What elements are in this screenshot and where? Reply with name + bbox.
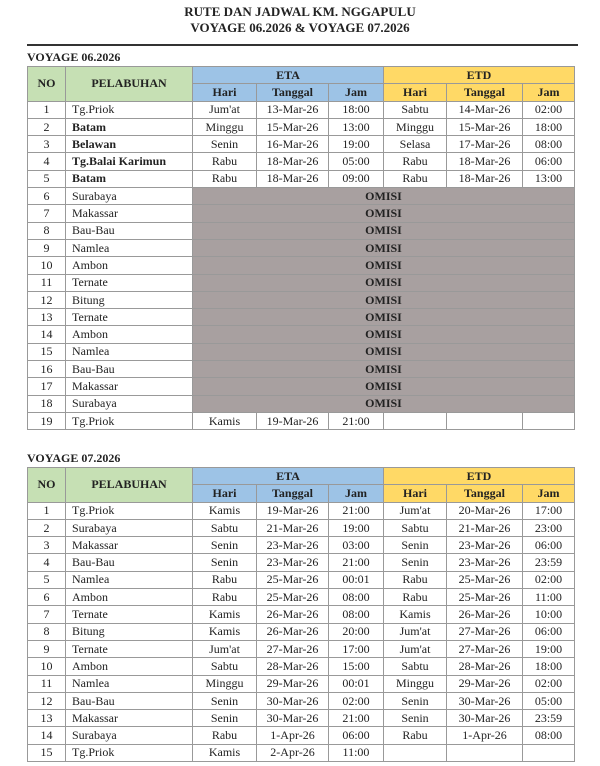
etd-date: 28-Mar-26 xyxy=(447,658,523,675)
col-header-etd-time: Jam xyxy=(523,485,575,502)
eta-day: Rabu xyxy=(193,727,257,744)
row-number: 5 xyxy=(28,170,66,187)
row-number: 13 xyxy=(28,710,66,727)
voyage-label: VOYAGE 07.2026 xyxy=(27,451,121,465)
schedule-table-voyage-06 xyxy=(27,66,575,430)
eta-date: 19-Mar-26 xyxy=(257,502,329,519)
table-row xyxy=(28,623,575,640)
row-number: 1 xyxy=(28,502,66,519)
table-row xyxy=(28,640,575,657)
table-row xyxy=(28,554,575,571)
eta-date: 28-Mar-26 xyxy=(257,658,329,675)
port-name: Namlea xyxy=(66,571,193,588)
table-row xyxy=(28,257,575,274)
col-header-eta-date: Tanggal xyxy=(257,485,329,502)
table-row xyxy=(28,675,575,692)
col-header-port: PELABUHAN xyxy=(66,67,193,102)
etd-day: Minggu xyxy=(384,118,447,135)
omission-cell: OMISI xyxy=(193,326,575,343)
etd-time: 18:00 xyxy=(523,118,575,135)
etd-time: 13:00 xyxy=(523,170,575,187)
eta-day: Senin xyxy=(193,136,257,153)
omission-cell: OMISI xyxy=(193,274,575,291)
eta-time: 06:00 xyxy=(329,727,384,744)
port-name: Ambon xyxy=(66,257,193,274)
etd-time: 08:00 xyxy=(523,727,575,744)
eta-date: 1-Apr-26 xyxy=(257,727,329,744)
port-name: Ambon xyxy=(66,589,193,606)
eta-time: 00:01 xyxy=(329,571,384,588)
omission-cell: OMISI xyxy=(193,361,575,378)
eta-date: 13-Mar-26 xyxy=(257,101,329,118)
etd-date: 17-Mar-26 xyxy=(447,136,523,153)
etd-date: 18-Mar-26 xyxy=(447,153,523,170)
eta-date: 2-Apr-26 xyxy=(257,744,329,761)
table-row xyxy=(28,274,575,291)
etd-day: Senin xyxy=(384,692,447,709)
eta-day: Sabtu xyxy=(193,519,257,536)
eta-time: 21:00 xyxy=(329,710,384,727)
table-row xyxy=(28,378,575,395)
eta-time: 15:00 xyxy=(329,658,384,675)
port-name: Tg.Priok xyxy=(66,412,193,429)
table-row xyxy=(28,118,575,135)
row-number: 6 xyxy=(28,589,66,606)
eta-date: 16-Mar-26 xyxy=(257,136,329,153)
col-header-etd: ETD xyxy=(384,468,575,485)
etd-day xyxy=(384,744,447,761)
title-divider xyxy=(27,44,578,46)
etd-day: Senin xyxy=(384,537,447,554)
table-row xyxy=(28,153,575,170)
eta-time: 17:00 xyxy=(329,640,384,657)
port-name: Ambon xyxy=(66,658,193,675)
etd-time: 06:00 xyxy=(523,153,575,170)
table-row xyxy=(28,326,575,343)
etd-time: 23:59 xyxy=(523,710,575,727)
row-number: 18 xyxy=(28,395,66,412)
table-row xyxy=(28,519,575,536)
row-number: 10 xyxy=(28,257,66,274)
etd-day: Senin xyxy=(384,554,447,571)
port-name: Namlea xyxy=(66,239,193,256)
etd-time: 06:00 xyxy=(523,537,575,554)
table-row xyxy=(28,606,575,623)
port-name: Ternate xyxy=(66,309,193,326)
etd-date: 26-Mar-26 xyxy=(447,606,523,623)
port-name: Makassar xyxy=(66,205,193,222)
col-header-etd-date: Tanggal xyxy=(447,84,523,101)
omission-cell: OMISI xyxy=(193,395,575,412)
row-number: 3 xyxy=(28,136,66,153)
omission-cell: OMISI xyxy=(193,205,575,222)
eta-day: Senin xyxy=(193,710,257,727)
etd-date: 23-Mar-26 xyxy=(447,537,523,554)
omission-cell: OMISI xyxy=(193,257,575,274)
eta-day: Senin xyxy=(193,692,257,709)
port-name: Bitung xyxy=(66,291,193,308)
eta-day: Minggu xyxy=(193,675,257,692)
eta-time: 05:00 xyxy=(329,153,384,170)
row-number: 16 xyxy=(28,361,66,378)
table-row xyxy=(28,291,575,308)
etd-day: Jum'at xyxy=(384,640,447,657)
etd-day: Senin xyxy=(384,710,447,727)
etd-date: 25-Mar-26 xyxy=(447,571,523,588)
eta-day: Sabtu xyxy=(193,658,257,675)
port-name: Tg.Balai Karimun xyxy=(66,153,193,170)
port-name: Surabaya xyxy=(66,727,193,744)
port-name: Belawan xyxy=(66,136,193,153)
table-row xyxy=(28,571,575,588)
port-name: Tg.Priok xyxy=(66,101,193,118)
port-name: Makassar xyxy=(66,710,193,727)
row-number: 14 xyxy=(28,326,66,343)
row-number: 12 xyxy=(28,291,66,308)
table-row xyxy=(28,412,575,429)
eta-time: 21:00 xyxy=(329,554,384,571)
eta-date: 30-Mar-26 xyxy=(257,692,329,709)
row-number: 2 xyxy=(28,118,66,135)
row-number: 15 xyxy=(28,343,66,360)
etd-time xyxy=(523,744,575,761)
table-row xyxy=(28,589,575,606)
etd-time: 10:00 xyxy=(523,606,575,623)
eta-day: Senin xyxy=(193,554,257,571)
port-name: Makassar xyxy=(66,378,193,395)
etd-date: 29-Mar-26 xyxy=(447,675,523,692)
table-row xyxy=(28,537,575,554)
eta-day: Senin xyxy=(193,537,257,554)
eta-day: Kamis xyxy=(193,744,257,761)
etd-date: 23-Mar-26 xyxy=(447,554,523,571)
col-header-eta-day: Hari xyxy=(193,485,257,502)
row-number: 1 xyxy=(28,101,66,118)
etd-date: 21-Mar-26 xyxy=(447,519,523,536)
table-row xyxy=(28,744,575,761)
eta-time: 20:00 xyxy=(329,623,384,640)
col-header-no: NO xyxy=(28,67,66,102)
eta-date: 15-Mar-26 xyxy=(257,118,329,135)
etd-date: 14-Mar-26 xyxy=(447,101,523,118)
eta-day: Rabu xyxy=(193,170,257,187)
eta-date: 26-Mar-26 xyxy=(257,623,329,640)
etd-day xyxy=(384,412,447,429)
eta-date: 27-Mar-26 xyxy=(257,640,329,657)
eta-day: Rabu xyxy=(193,153,257,170)
omission-cell: OMISI xyxy=(193,309,575,326)
etd-day: Kamis xyxy=(384,606,447,623)
etd-time: 18:00 xyxy=(523,658,575,675)
etd-date: 27-Mar-26 xyxy=(447,640,523,657)
row-number: 9 xyxy=(28,640,66,657)
eta-day: Minggu xyxy=(193,118,257,135)
etd-time: 02:00 xyxy=(523,571,575,588)
port-name: Bau-Bau xyxy=(66,554,193,571)
header-row xyxy=(28,67,575,84)
eta-time: 09:00 xyxy=(329,170,384,187)
table-row xyxy=(28,727,575,744)
col-header-port: PELABUHAN xyxy=(66,468,193,503)
eta-time: 11:00 xyxy=(329,744,384,761)
etd-date: 1-Apr-26 xyxy=(447,727,523,744)
table-row xyxy=(28,205,575,222)
eta-day: Jum'at xyxy=(193,101,257,118)
omission-cell: OMISI xyxy=(193,222,575,239)
eta-time: 08:00 xyxy=(329,589,384,606)
table-row xyxy=(28,361,575,378)
eta-day: Rabu xyxy=(193,571,257,588)
eta-date: 30-Mar-26 xyxy=(257,710,329,727)
port-name: Makassar xyxy=(66,537,193,554)
row-number: 17 xyxy=(28,378,66,395)
port-name: Surabaya xyxy=(66,395,193,412)
etd-day: Rabu xyxy=(384,727,447,744)
row-number: 7 xyxy=(28,205,66,222)
col-header-etd-day: Hari xyxy=(384,485,447,502)
etd-date: 30-Mar-26 xyxy=(447,710,523,727)
row-number: 19 xyxy=(28,412,66,429)
port-name: Bitung xyxy=(66,623,193,640)
etd-day: Rabu xyxy=(384,589,447,606)
eta-date: 18-Mar-26 xyxy=(257,153,329,170)
eta-date: 29-Mar-26 xyxy=(257,675,329,692)
row-number: 10 xyxy=(28,658,66,675)
eta-date: 25-Mar-26 xyxy=(257,571,329,588)
row-number: 3 xyxy=(28,537,66,554)
row-number: 4 xyxy=(28,554,66,571)
col-header-etd-day: Hari xyxy=(384,84,447,101)
etd-date: 27-Mar-26 xyxy=(447,623,523,640)
port-name: Ternate xyxy=(66,606,193,623)
table-row xyxy=(28,692,575,709)
eta-time: 21:00 xyxy=(329,412,384,429)
eta-date: 21-Mar-26 xyxy=(257,519,329,536)
row-number: 14 xyxy=(28,727,66,744)
port-name: Ternate xyxy=(66,274,193,291)
port-name: Ambon xyxy=(66,326,193,343)
eta-time: 13:00 xyxy=(329,118,384,135)
etd-time: 19:00 xyxy=(523,640,575,657)
port-name: Batam xyxy=(66,118,193,135)
col-header-no: NO xyxy=(28,468,66,503)
etd-time: 23:59 xyxy=(523,554,575,571)
eta-time: 18:00 xyxy=(329,101,384,118)
eta-day: Kamis xyxy=(193,606,257,623)
table-row xyxy=(28,239,575,256)
etd-day: Sabtu xyxy=(384,519,447,536)
port-name: Bau-Bau xyxy=(66,222,193,239)
col-header-eta-time: Jam xyxy=(329,485,384,502)
row-number: 11 xyxy=(28,675,66,692)
etd-date xyxy=(447,412,523,429)
etd-day: Rabu xyxy=(384,153,447,170)
col-header-eta: ETA xyxy=(193,468,384,485)
row-number: 8 xyxy=(28,222,66,239)
row-number: 9 xyxy=(28,239,66,256)
row-number: 13 xyxy=(28,309,66,326)
etd-time: 02:00 xyxy=(523,101,575,118)
etd-time: 23:00 xyxy=(523,519,575,536)
omission-cell: OMISI xyxy=(193,239,575,256)
port-name: Surabaya xyxy=(66,519,193,536)
omission-cell: OMISI xyxy=(193,343,575,360)
etd-day: Sabtu xyxy=(384,658,447,675)
table-row xyxy=(28,710,575,727)
port-name: Tg.Priok xyxy=(66,744,193,761)
col-header-eta: ETA xyxy=(193,67,384,84)
table-row xyxy=(28,170,575,187)
document-subtitle: VOYAGE 06.2026 & VOYAGE 07.2026 xyxy=(190,20,410,35)
etd-time: 11:00 xyxy=(523,589,575,606)
etd-day: Minggu xyxy=(384,675,447,692)
col-header-eta-time: Jam xyxy=(329,84,384,101)
eta-time: 19:00 xyxy=(329,519,384,536)
eta-day: Rabu xyxy=(193,589,257,606)
row-number: 8 xyxy=(28,623,66,640)
eta-day: Jum'at xyxy=(193,640,257,657)
port-name: Namlea xyxy=(66,343,193,360)
row-number: 7 xyxy=(28,606,66,623)
etd-day: Sabtu xyxy=(384,101,447,118)
eta-time: 19:00 xyxy=(329,136,384,153)
etd-date xyxy=(447,744,523,761)
row-number: 4 xyxy=(28,153,66,170)
table-row xyxy=(28,343,575,360)
eta-time: 00:01 xyxy=(329,675,384,692)
etd-day: Jum'at xyxy=(384,502,447,519)
omission-cell: OMISI xyxy=(193,188,575,205)
table-row xyxy=(28,136,575,153)
header-row xyxy=(28,468,575,485)
eta-day: Kamis xyxy=(193,502,257,519)
eta-date: 25-Mar-26 xyxy=(257,589,329,606)
etd-day: Rabu xyxy=(384,170,447,187)
eta-date: 19-Mar-26 xyxy=(257,412,329,429)
table-row xyxy=(28,502,575,519)
etd-date: 25-Mar-26 xyxy=(447,589,523,606)
port-name: Tg.Priok xyxy=(66,502,193,519)
eta-time: 21:00 xyxy=(329,502,384,519)
row-number: 12 xyxy=(28,692,66,709)
voyage-label: VOYAGE 06.2026 xyxy=(27,50,121,64)
etd-day: Selasa xyxy=(384,136,447,153)
etd-time: 02:00 xyxy=(523,675,575,692)
eta-time: 02:00 xyxy=(329,692,384,709)
eta-date: 26-Mar-26 xyxy=(257,606,329,623)
table-row xyxy=(28,309,575,326)
eta-day: Kamis xyxy=(193,412,257,429)
eta-time: 08:00 xyxy=(329,606,384,623)
row-number: 5 xyxy=(28,571,66,588)
port-name: Namlea xyxy=(66,675,193,692)
port-name: Bau-Bau xyxy=(66,692,193,709)
row-number: 11 xyxy=(28,274,66,291)
table-row xyxy=(28,222,575,239)
etd-day: Jum'at xyxy=(384,623,447,640)
etd-date: 18-Mar-26 xyxy=(447,170,523,187)
row-number: 2 xyxy=(28,519,66,536)
table-row xyxy=(28,395,575,412)
etd-time: 17:00 xyxy=(523,502,575,519)
etd-date: 20-Mar-26 xyxy=(447,502,523,519)
table-row xyxy=(28,101,575,118)
etd-time xyxy=(523,412,575,429)
eta-date: 18-Mar-26 xyxy=(257,170,329,187)
eta-time: 03:00 xyxy=(329,537,384,554)
omission-cell: OMISI xyxy=(193,291,575,308)
port-name: Ternate xyxy=(66,640,193,657)
col-header-eta-date: Tanggal xyxy=(257,84,329,101)
etd-time: 06:00 xyxy=(523,623,575,640)
eta-day: Kamis xyxy=(193,623,257,640)
port-name: Batam xyxy=(66,170,193,187)
col-header-eta-day: Hari xyxy=(193,84,257,101)
eta-date: 23-Mar-26 xyxy=(257,537,329,554)
col-header-etd-time: Jam xyxy=(523,84,575,101)
col-header-etd: ETD xyxy=(384,67,575,84)
table-row xyxy=(28,188,575,205)
etd-time: 05:00 xyxy=(523,692,575,709)
row-number: 6 xyxy=(28,188,66,205)
table-row xyxy=(28,658,575,675)
col-header-etd-date: Tanggal xyxy=(447,485,523,502)
etd-time: 08:00 xyxy=(523,136,575,153)
port-name: Bau-Bau xyxy=(66,361,193,378)
etd-date: 30-Mar-26 xyxy=(447,692,523,709)
row-number: 15 xyxy=(28,744,66,761)
eta-date: 23-Mar-26 xyxy=(257,554,329,571)
schedule-table-voyage-07 xyxy=(27,467,575,762)
etd-date: 15-Mar-26 xyxy=(447,118,523,135)
omission-cell: OMISI xyxy=(193,378,575,395)
port-name: Surabaya xyxy=(66,188,193,205)
etd-day: Rabu xyxy=(384,571,447,588)
document-title: RUTE DAN JADWAL KM. NGGAPULU xyxy=(184,4,416,19)
